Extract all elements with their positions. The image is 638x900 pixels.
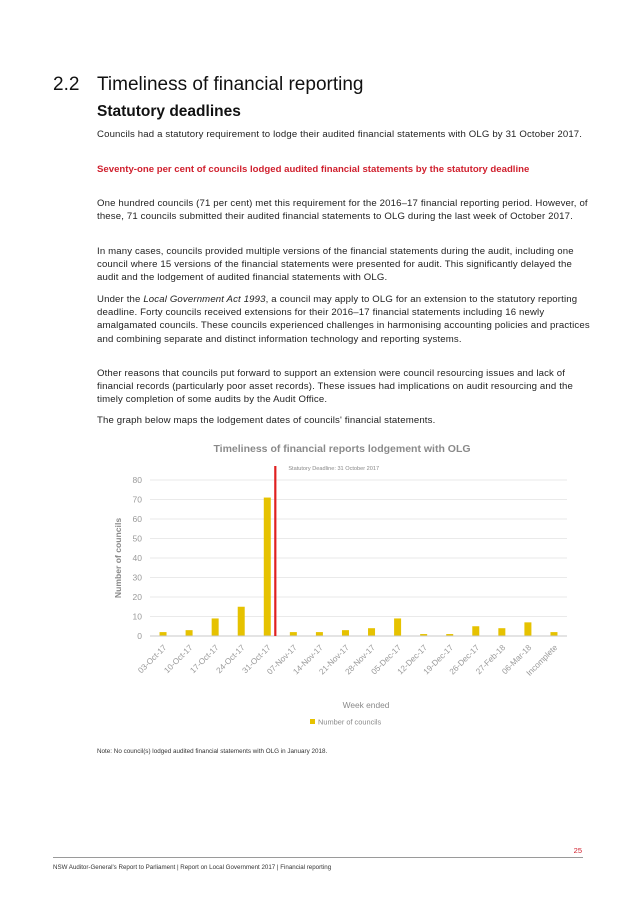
paragraph-compliance: One hundred councils (71 per cent) met this requirement for the 2016–17 financial reporting period. However, of these, 71 councils submitted their audited financial statements to OLG during the last week of October 2017. (97, 198, 588, 223)
paragraph-multiple-versions: In many cases, councils provided multiple versions of the financial statements during the audit, including one council where 15 versions of the financial statements were presented for audit. This significantly delayed the audit and the lodgement of audited financial statements with OLG. (97, 246, 574, 284)
bar-05-dec-17 (394, 618, 401, 636)
y-tick-label: 50 (132, 533, 142, 544)
paragraph-statutory-requirement: Councils had a statutory requirement to lodge their audited financial statements with OLG by 31 October 2017. (97, 129, 583, 140)
x-tick-label: 21-Nov-17 (317, 643, 351, 677)
bar-06-mar-18 (524, 622, 531, 636)
section-title: Timeliness of financial reporting (97, 74, 364, 95)
subheading: Statutory deadlines (97, 103, 241, 120)
x-tick-label: Incomplete (524, 643, 560, 678)
bar-07-nov-17 (290, 632, 297, 636)
y-tick-label: 30 (132, 572, 142, 583)
y-tick-label: 70 (132, 494, 142, 505)
x-tick-label: 07-Nov-17 (265, 643, 299, 677)
paragraph-graph-intro: The graph below maps the lodgement dates of councils' financial statements. (97, 415, 436, 426)
deadline-annotation: Statutory Deadline: 31 October 2017 (288, 466, 380, 472)
y-tick-label: 40 (132, 553, 142, 563)
x-tick-label: 27-Feb-18 (474, 643, 508, 677)
section-number: 2.2 (53, 74, 80, 95)
y-axis-ticks (133, 475, 143, 641)
chart-legend (310, 718, 382, 727)
x-tick-label: 14-Nov-17 (291, 643, 325, 677)
bar-26-dec-17 (472, 626, 479, 636)
extensions-text-after: , a council may apply to OLG for an extension to the statutory reporting deadline. Forty councils received extensions for their 2016–17 financial statements including 16 newly amalgamated councils. These councils experienced challenges in harmonising accounting policies and practices and combining separate and distinct information technology and reporting systems. (97, 294, 590, 345)
act-name: Local Government Act 1993 (143, 294, 266, 305)
paragraph-extensions (97, 293, 592, 346)
y-tick-label: 10 (132, 611, 142, 622)
y-axis-label: Number of councils (113, 517, 123, 599)
lodgement-chart (97, 436, 587, 742)
x-tick-label: 31-Oct-17 (240, 643, 273, 676)
bar-27-feb-18 (498, 628, 505, 636)
x-tick-label: 19-Dec-17 (421, 643, 456, 677)
y-tick-label: 80 (132, 475, 142, 485)
page-number: 25 (573, 846, 582, 855)
legend-label: Number of councils (318, 717, 382, 727)
x-axis-label: Week ended (342, 700, 390, 710)
x-tick-label: 17-Oct-17 (188, 643, 221, 676)
key-finding-heading: Seventy-one per cent of councils lodged audited financial statements by the statutory deadline (97, 164, 530, 175)
bar-17-oct-17 (212, 618, 219, 636)
x-tick-label: 26-Dec-17 (447, 643, 482, 677)
y-tick-label: 60 (132, 514, 142, 524)
section-heading (53, 74, 593, 96)
y-tick-label: 0 (137, 631, 142, 641)
x-tick-label: 12-Dec-17 (395, 643, 430, 677)
bar-10-oct-17 (186, 630, 193, 636)
bar-03-oct-17 (160, 632, 167, 636)
chart-gridlines (150, 480, 567, 617)
extensions-text-before: Under the (97, 294, 144, 305)
x-axis-ticks (136, 643, 559, 678)
bar-incomplete (550, 632, 557, 636)
x-tick-label: 10-Oct-17 (162, 643, 195, 676)
paragraph-other-reasons: Other reasons that councils put forward to support an extension were council resourcing issues and lack of financial records (particularly poor asset records). These issues had implications on audit resourcing and the timely completion of some audits by the Audit Office. (97, 368, 573, 406)
y-tick-label: 20 (132, 592, 142, 602)
bar-31-oct-17 (264, 498, 271, 636)
legend-swatch (310, 719, 315, 724)
bar-24-oct-17 (238, 607, 245, 636)
x-tick-label: 05-Dec-17 (369, 643, 404, 677)
x-tick-label: 06-Mar-18 (500, 643, 534, 677)
chart-note: Note: No council(s) lodged audited financial statements with OLG in January 2018. (97, 748, 328, 755)
x-tick-label: 24-Oct-17 (214, 643, 247, 676)
page-footer: NSW Auditor-General's Report to Parliament | Report on Local Government 2017 | Financial reporting (53, 864, 332, 871)
bar-14-nov-17 (316, 632, 323, 636)
bar-28-nov-17 (368, 628, 375, 636)
x-tick-label: 03-Oct-17 (136, 643, 169, 676)
bar-21-nov-17 (342, 630, 349, 636)
bar-series (160, 498, 558, 636)
chart-title: Timeliness of financial reports lodgement with OLG (213, 443, 471, 455)
x-tick-label: 28-Nov-17 (343, 643, 377, 677)
footer-divider (53, 857, 583, 858)
